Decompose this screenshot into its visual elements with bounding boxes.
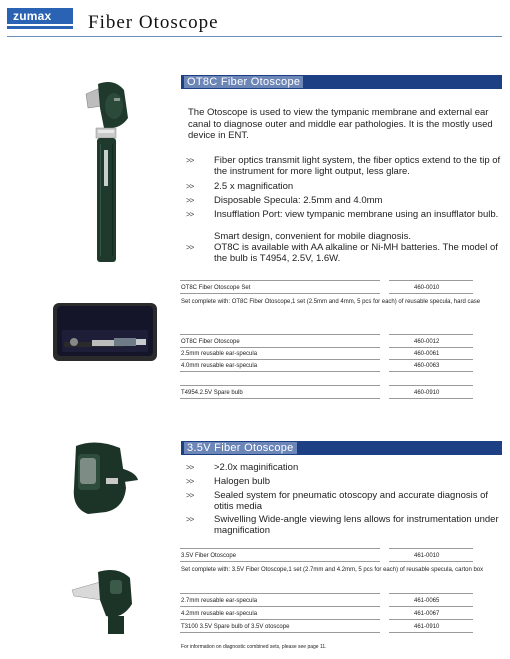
part-name: 2.7mm reusable ear-specula <box>181 598 258 604</box>
set-description: Set complete with: OT8C Fiber Otoscope,1 set (2.5mm and 4mm, 5 pcs for each) of reusable specula, hard case <box>181 299 481 305</box>
table-rule <box>389 398 473 399</box>
part-name: T4954.2.5V Spare bulb <box>181 390 243 396</box>
feature-text: Sealed system for pneumatic otoscopy and accurate diagnosis of otitis media <box>214 490 489 512</box>
35v-otoscope-side-image <box>70 560 142 636</box>
hard-case-image <box>52 302 162 364</box>
table-rule <box>180 632 380 633</box>
feature-marker: >> <box>186 196 194 205</box>
table-rule <box>389 359 473 360</box>
brand-logo: zumax <box>7 8 73 24</box>
table-rule <box>180 334 380 335</box>
part-name: OT8C Fiber Otoscope <box>181 339 240 345</box>
section-ot8c-intro: The Otoscope is used to view the tympanic membrane and external ear canal to diagnose outer and middle ear pathologies. It is the mostly used device in ENT. <box>188 107 493 141</box>
section-35v-header <box>181 441 502 455</box>
table-rule <box>389 347 473 348</box>
feature-marker: >> <box>186 515 194 524</box>
feature-text: Halogen bulb <box>214 476 270 487</box>
feature-item <box>186 232 501 243</box>
feature-item <box>186 477 501 488</box>
table-rule <box>389 548 473 549</box>
set-name: 3.5V Fiber Otoscope <box>181 553 237 559</box>
feature-text: Fiber optics transmit light system, the fiber optics extend to the tip of the instrument for more light output, less glare. <box>214 155 501 177</box>
table-rule <box>180 293 380 294</box>
feature-item <box>186 515 501 536</box>
part-name: 2.5mm reusable ear-specula <box>181 351 258 357</box>
feature-marker: >> <box>186 463 194 472</box>
table-rule <box>180 371 380 372</box>
feature-item <box>186 463 501 474</box>
set-description: Set complete with: 3.5V Fiber Otoscope,1 set (2.7mm and 4.2mm, 5 pcs for each) of reusable specula, carton box <box>181 567 484 573</box>
feature-text: Insufflation Port: view tympanic membrane using an insufflator bulb. <box>214 209 499 220</box>
feature-text: Disposable Specula: 2.5mm and 4.0mm <box>214 195 383 206</box>
feature-item <box>186 491 501 512</box>
part-name: 4.0mm reusable ear-specula <box>181 363 258 369</box>
set-code: 460-0010 <box>414 285 440 291</box>
table-rule <box>180 280 380 281</box>
page-title: Fiber Otoscope <box>88 12 219 33</box>
table-rule <box>180 561 380 562</box>
section-35v-title: 3.5V Fiber Otoscope <box>184 442 297 454</box>
feature-item <box>186 210 501 221</box>
part-code: 460-0063 <box>414 363 440 369</box>
part-code: 461-0065 <box>414 598 440 604</box>
table-rule <box>389 334 473 335</box>
feature-text: Swivelling Wide-angle viewing lens allows for instrumentation under magnification <box>214 514 499 536</box>
part-code: 460-0910 <box>414 390 440 396</box>
table-rule <box>389 619 473 620</box>
footnote: For information on diagnostic combined sets, please see page 11. <box>181 644 327 650</box>
table-rule <box>389 606 473 607</box>
feature-text: >2.0x maginification <box>214 462 299 473</box>
feature-item <box>186 196 501 207</box>
table-rule <box>389 561 473 562</box>
part-name: T3100 3.5V Spare bulb of 3.5V otoscope <box>181 624 290 630</box>
set-code: 461-0010 <box>414 553 440 559</box>
part-name: 4.2mm reusable ear-specula <box>181 611 258 617</box>
table-rule <box>180 619 380 620</box>
table-rule <box>180 398 380 399</box>
feature-marker: >> <box>186 182 194 191</box>
table-rule <box>389 280 473 281</box>
ot8c-otoscope-image <box>80 78 140 268</box>
table-rule <box>389 632 473 633</box>
feature-item <box>186 243 501 264</box>
feature-marker: >> <box>186 491 194 500</box>
table-rule <box>180 606 380 607</box>
table-rule <box>180 347 380 348</box>
title-divider <box>7 36 502 37</box>
table-rule <box>180 548 380 549</box>
part-code: 461-0910 <box>414 624 440 630</box>
set-name: OT8C Fiber Otoscope Set <box>181 285 251 291</box>
table-rule <box>389 385 473 386</box>
feature-marker: >> <box>186 477 194 486</box>
table-rule <box>180 593 380 594</box>
table-rule <box>389 593 473 594</box>
feature-text: 2.5 x magnification <box>214 181 294 192</box>
table-rule <box>389 371 473 372</box>
table-rule <box>180 385 380 386</box>
feature-text: Smart design, convenient for mobile diagnosis. <box>214 231 411 242</box>
feature-item <box>186 182 501 193</box>
35v-otoscope-image <box>66 438 142 518</box>
feature-marker: >> <box>186 210 194 219</box>
table-rule <box>180 359 380 360</box>
feature-item <box>186 156 501 177</box>
feature-marker: >> <box>186 243 194 252</box>
part-code: 460-0012 <box>414 339 440 345</box>
part-code: 461-0067 <box>414 611 440 617</box>
logo-underline <box>7 26 73 29</box>
table-rule <box>389 293 473 294</box>
section-ot8c-title: OT8C Fiber Otoscope <box>184 76 303 88</box>
feature-text: OT8C is available with AA alkaline or Ni-MH batteries. The model of the bulb is T4954, 2.5V, 1.6W. <box>214 242 498 264</box>
feature-marker: >> <box>186 156 194 165</box>
section-ot8c-header <box>181 75 502 89</box>
part-code: 460-0061 <box>414 351 440 357</box>
